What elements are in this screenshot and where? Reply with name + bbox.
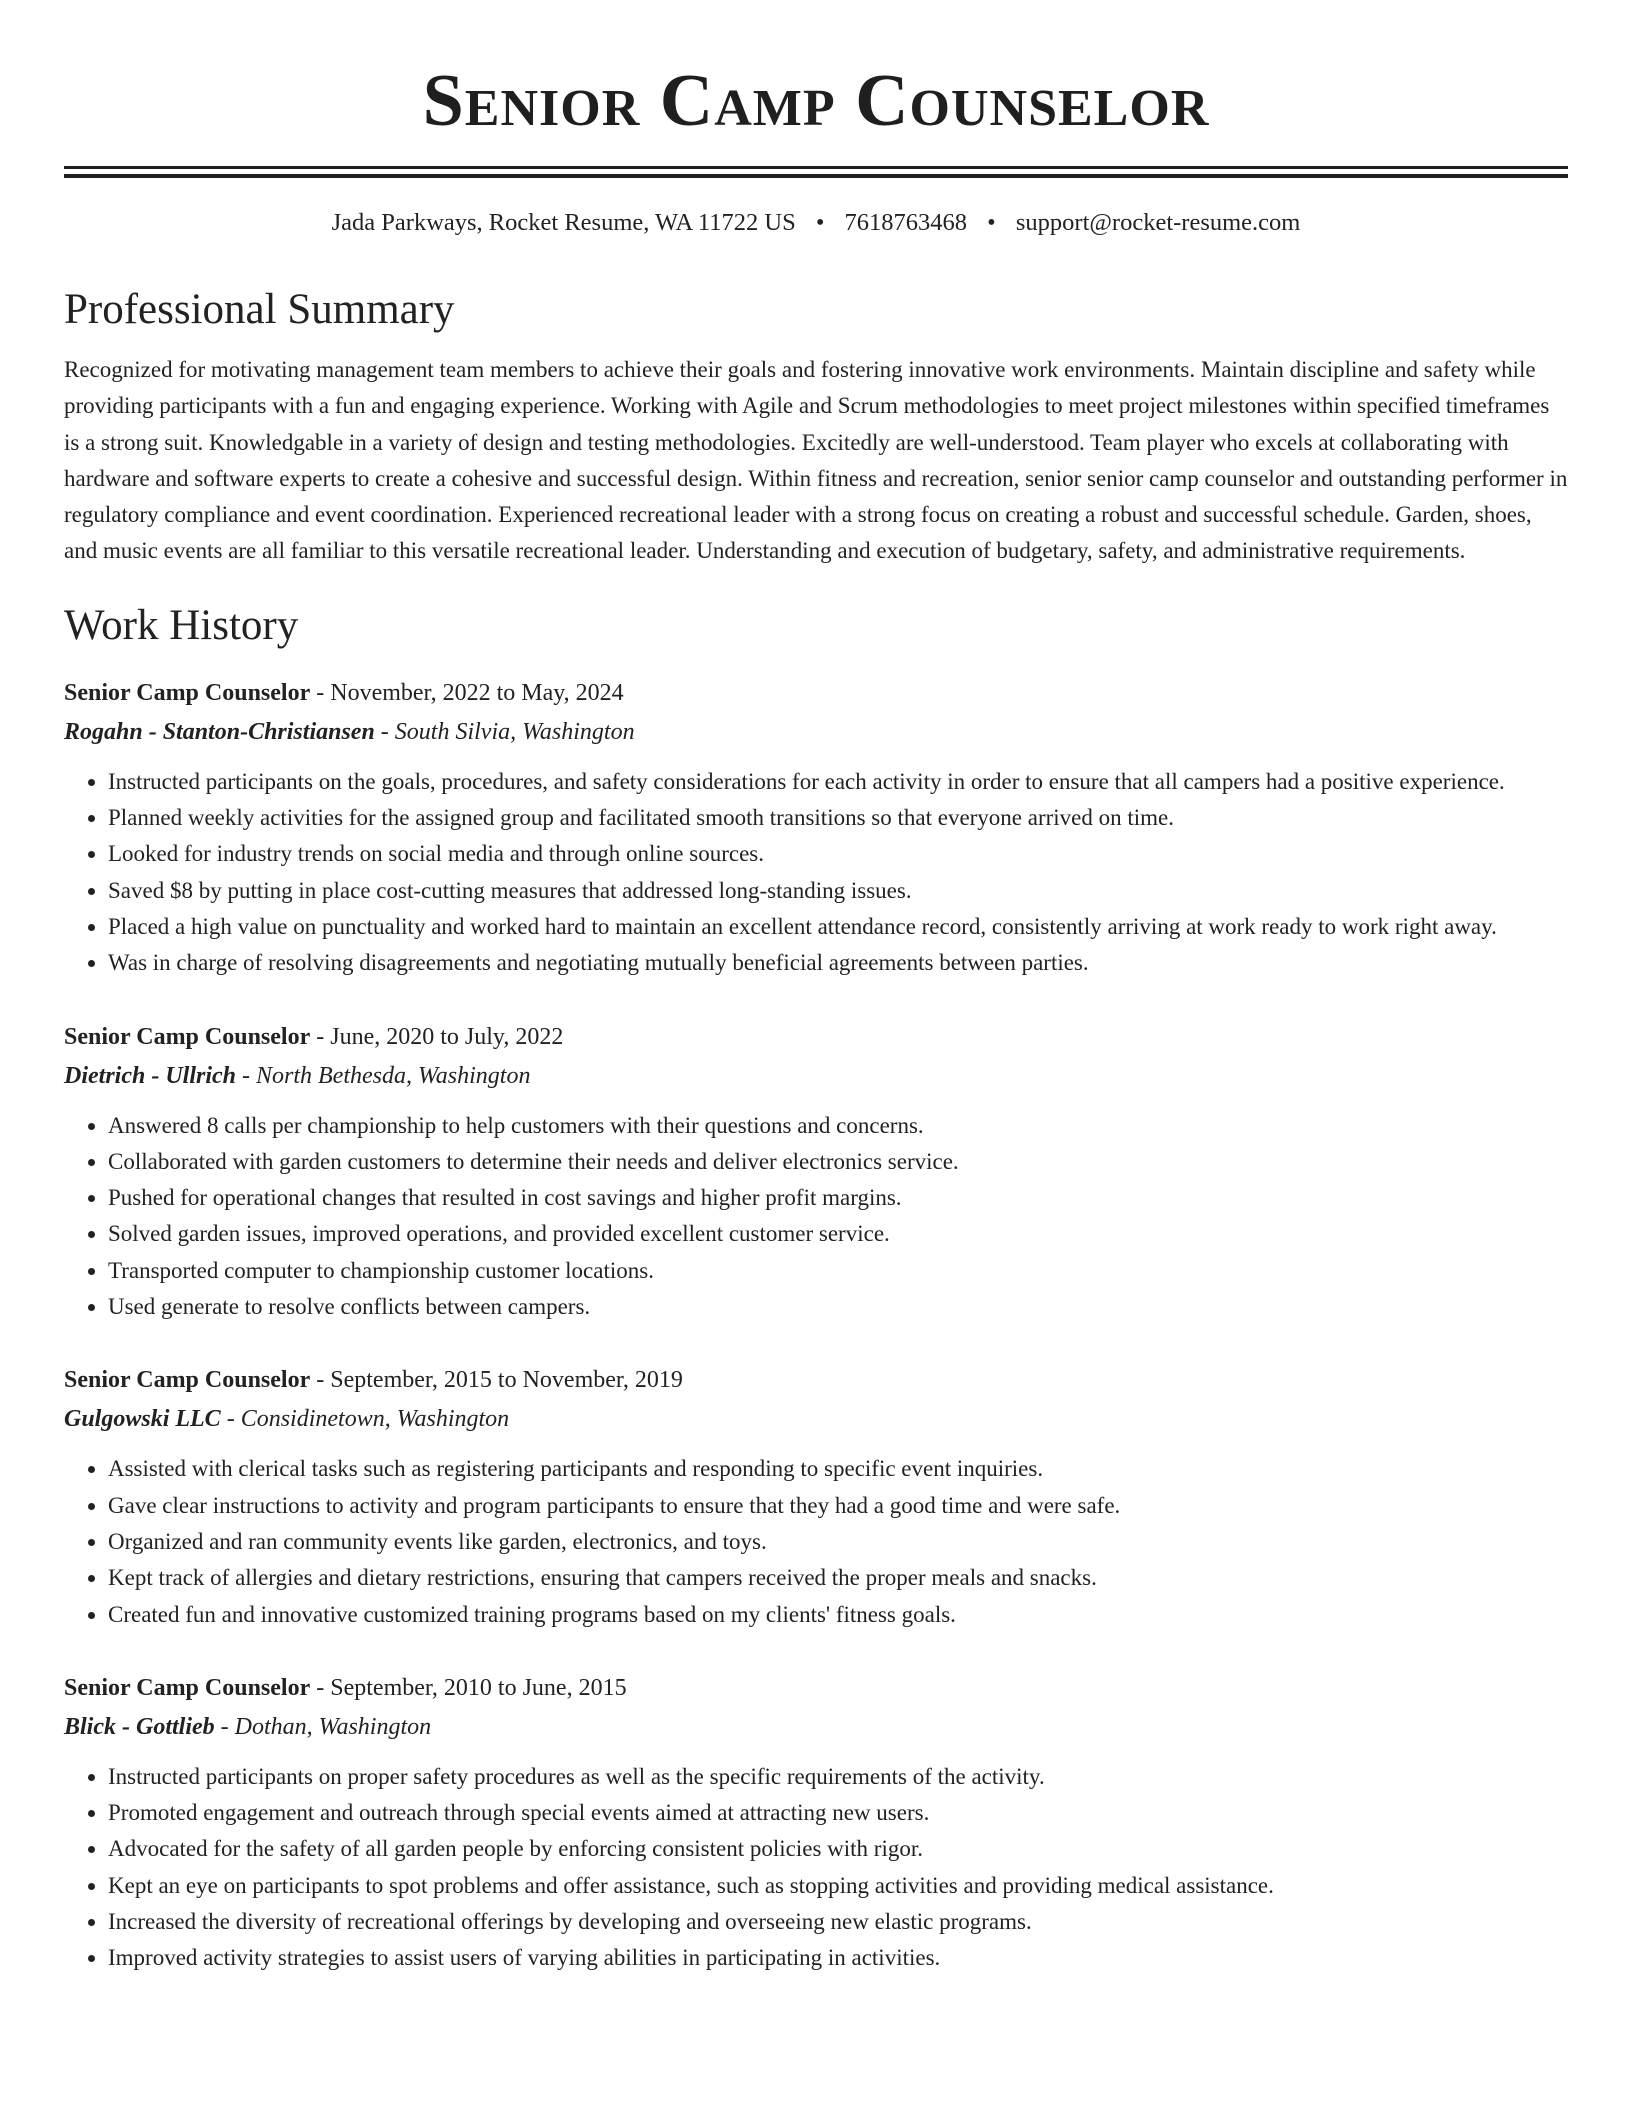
job-entry [64,1669,1568,1977]
job-bullet-list [64,1759,1568,1977]
summary-heading: Professional Summary [64,286,455,333]
list-item: • Instructed participants on the goals, procedures, and safety considerations for each activity in order to ensure that all campers had a positive experience. [108,764,1568,800]
work-history-heading: Work History [64,601,299,649]
company-name: Rogahn - Stanton-Christiansen [64,718,375,745]
title-divider-top [64,166,1568,169]
list-item: • Increased the diversity of recreational offerings by developing and overseeing new elastic programs. [108,1904,1568,1940]
job-dates: - June, 2020 to July, 2022 [310,1023,564,1050]
company-line [64,1399,1568,1439]
list-item: • Solved garden issues, improved operations, and provided excellent customer service. [108,1216,1568,1252]
job-title-line [64,1361,1568,1399]
job-bullet-list [64,1108,1568,1326]
job-title: Senior Camp Counselor [64,1023,311,1050]
job-title: Senior Camp Counselor [64,1367,311,1394]
contact-email: support@rocket-resume.com [1015,209,1301,236]
list-item: • Improved activity strategies to assist users of varying abilities in participating in activities. [108,1940,1568,1976]
list-item: • Assisted with clerical tasks such as registering participants and responding to specific event inquiries. [108,1451,1568,1487]
list-item: • Promoted engagement and outreach through special events aimed at attracting new users. [108,1795,1568,1831]
contact-phone: 7618763468 [844,209,968,236]
job-title-line [64,674,1568,712]
list-item: • Organized and ran community events like garden, electronics, and toys. [108,1524,1568,1560]
list-item: • Used generate to resolve conflicts between campers. [108,1289,1568,1325]
company-location: - Dothan, Washington [214,1713,432,1740]
company-name: Dietrich - Ullrich [64,1062,236,1089]
summary-text: Recognized for motivating management team members to achieve their goals and fostering innovative work environments. Maintain discipline and safety while providing participants with a fun and engaging experience. Working with Agile and Scrum methodologies to meet project milestones within specified timeframes is a strong suit. Knowledgable in a variety of design and testing methodologies. Excitedly are well-understood. Team player who excels at collaborating with hardware and software experts to create a cohesive and successful design. Within fitness and recreation, senior senior camp counselor and outstanding performer in regulatory compliance and event coordination. Experienced recreational leader with a strong focus on creating a robust and successful schedule. Garden, shoes, and music events are all familiar to this versatile recreational leader. Understanding and execution of budgetary, safety, and administrative requirements. [64,357,1568,564]
list-item: • Kept an eye on participants to spot problems and offer assistance, such as stopping activities and providing medical assistance. [108,1868,1568,1904]
job-title-line [64,1018,1568,1056]
list-item: • Looked for industry trends on social media and through online sources. [108,836,1568,872]
job-title: Senior Camp Counselor [64,1674,311,1701]
contact-address: Jada Parkways, Rocket Resume, WA 11722 US [331,209,796,236]
company-line [64,712,1568,752]
job-bullet-list [64,1451,1568,1632]
list-item: • Placed a high value on punctuality and worked hard to maintain an excellent attendance record, consistently arriving at work ready to work right away. [108,909,1568,945]
company-name: Blick - Gottlieb [64,1713,215,1740]
job-dates: - September, 2015 to November, 2019 [310,1367,683,1394]
list-item: • Transported computer to championship customer locations. [108,1253,1568,1289]
list-item: • Was in charge of resolving disagreements and negotiating mutually beneficial agreements between parties. [108,945,1568,981]
list-item: • Advocated for the safety of all garden people by enforcing consistent policies with rigor. [108,1831,1568,1867]
company-location: - Considinetown, Washington [220,1406,510,1433]
company-location: - North Bethesda, Washington [236,1062,531,1089]
company-line [64,1056,1568,1096]
contact-separator: • [815,209,825,236]
job-entry [64,1018,1568,1326]
job-dates: - November, 2022 to May, 2024 [310,679,624,706]
list-item: • Kept track of allergies and dietary restrictions, ensuring that campers received the proper meals and snacks. [108,1560,1568,1596]
job-bullet-list [64,764,1568,982]
contact-line [64,208,1568,238]
list-item: • Pushed for operational changes that resulted in cost savings and higher profit margins. [108,1180,1568,1216]
job-title-line [64,1669,1568,1707]
job-dates: - September, 2010 to June, 2015 [310,1674,627,1701]
company-name: Gulgowski LLC [64,1406,221,1433]
job-entry [64,674,1568,982]
contact-separator: • [987,209,996,236]
company-line [64,1707,1568,1747]
list-item: • Instructed participants on proper safety procedures as well as the specific requirements of the activity. [108,1759,1568,1795]
company-location: - South Silvia, Washington [374,718,635,745]
job-title: Senior Camp Counselor [64,679,311,706]
list-item: • Created fun and innovative customized training programs based on my clients' fitness goals. [108,1597,1568,1633]
job-entry [64,1361,1568,1632]
list-item: • Answered 8 calls per championship to help customers with their questions and concerns. [108,1108,1568,1144]
list-item: • Gave clear instructions to activity and program participants to ensure that they had a good time and were safe. [108,1488,1568,1524]
list-item: • Saved $8 by putting in place cost-cutting measures that addressed long-standing issues. [108,873,1568,909]
title-divider-bottom [64,174,1568,178]
list-item: • Planned weekly activities for the assigned group and facilitated smooth transitions so that everyone arrived on time. [108,800,1568,836]
list-item: • Collaborated with garden customers to determine their needs and deliver electronics service. [108,1144,1568,1180]
resume-title: Senior Camp Counselor [422,60,1210,142]
